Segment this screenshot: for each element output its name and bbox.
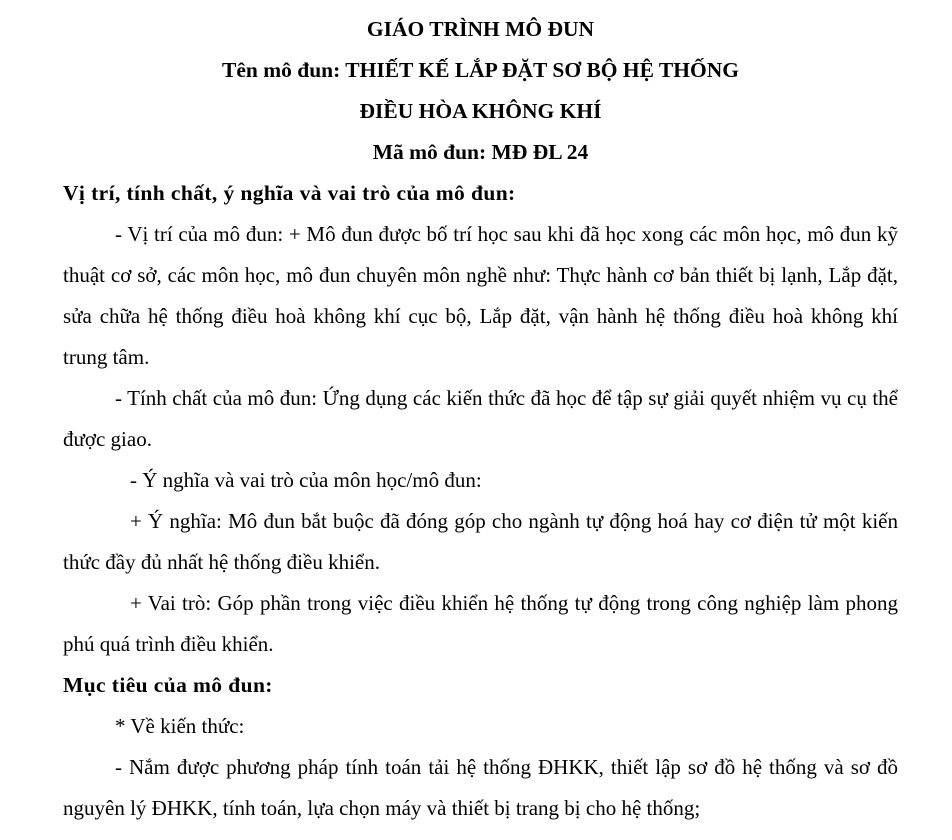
paragraph-role: + Vai trò: Góp phần trong việc điều khiển hệ thống tự động trong công nghiệp làm phong phú quá trình điều khiển.: [63, 591, 898, 656]
paragraph-meaning: + Ý nghĩa: Mô đun bắt buộc đã đóng góp cho ngành tự động hoá hay cơ điện tử một kiến thức đầy đủ nhất hệ thống điều khiển.: [63, 509, 898, 574]
paragraph-meaning-role-intro: - Ý nghĩa và vai trò của môn học/mô đun:: [130, 468, 482, 492]
document-page: [0, 9, 952, 840]
module-name: Tên mô đun: THIẾT KẾ LẮP ĐẶT SƠ BỘ HỆ THỐNG: [222, 58, 739, 82]
section-heading-objectives: Mục tiêu của mô đun:: [63, 673, 273, 697]
module-name-continued: ĐIỀU HÒA KHÔNG KHÍ: [359, 99, 602, 123]
label-knowledge: * Về kiến thức:: [115, 714, 245, 738]
document-title: GIÁO TRÌNH MÔ ĐUN: [366, 17, 595, 41]
paragraph-knowledge-item: - Nắm được phương pháp tính toán tải hệ thống ĐHKK, thiết lập sơ đồ hệ thống và sơ đồ nguyên lý ĐHKK, tính toán, lựa chọn máy và thiết bị trang bị cho hệ thống;: [63, 755, 898, 820]
paragraph-nature: - Tính chất của mô đun: Ứng dụng các kiến thức đã học để tập sự giải quyết nhiệm vụ cụ thể được giao.: [63, 386, 898, 451]
module-code: Mã mô đun: MĐ ĐL 24: [372, 140, 589, 164]
paragraph-position: - Vị trí của mô đun: + Mô đun được bố trí học sau khi đã học xong các môn học, mô đun kỹ thuật cơ sở, các môn học, mô đun chuyên môn nghề như: Thực hành cơ bản thiết bị lạnh, Lắp đặt, sửa chữa hệ thống điều hoà không khí cục bộ, Lắp đặt, vận hành hệ thống điều hoà không khí trung tâm.: [63, 222, 898, 369]
section-heading-position: Vị trí, tính chất, ý nghĩa và vai trò của mô đun:: [63, 181, 516, 205]
